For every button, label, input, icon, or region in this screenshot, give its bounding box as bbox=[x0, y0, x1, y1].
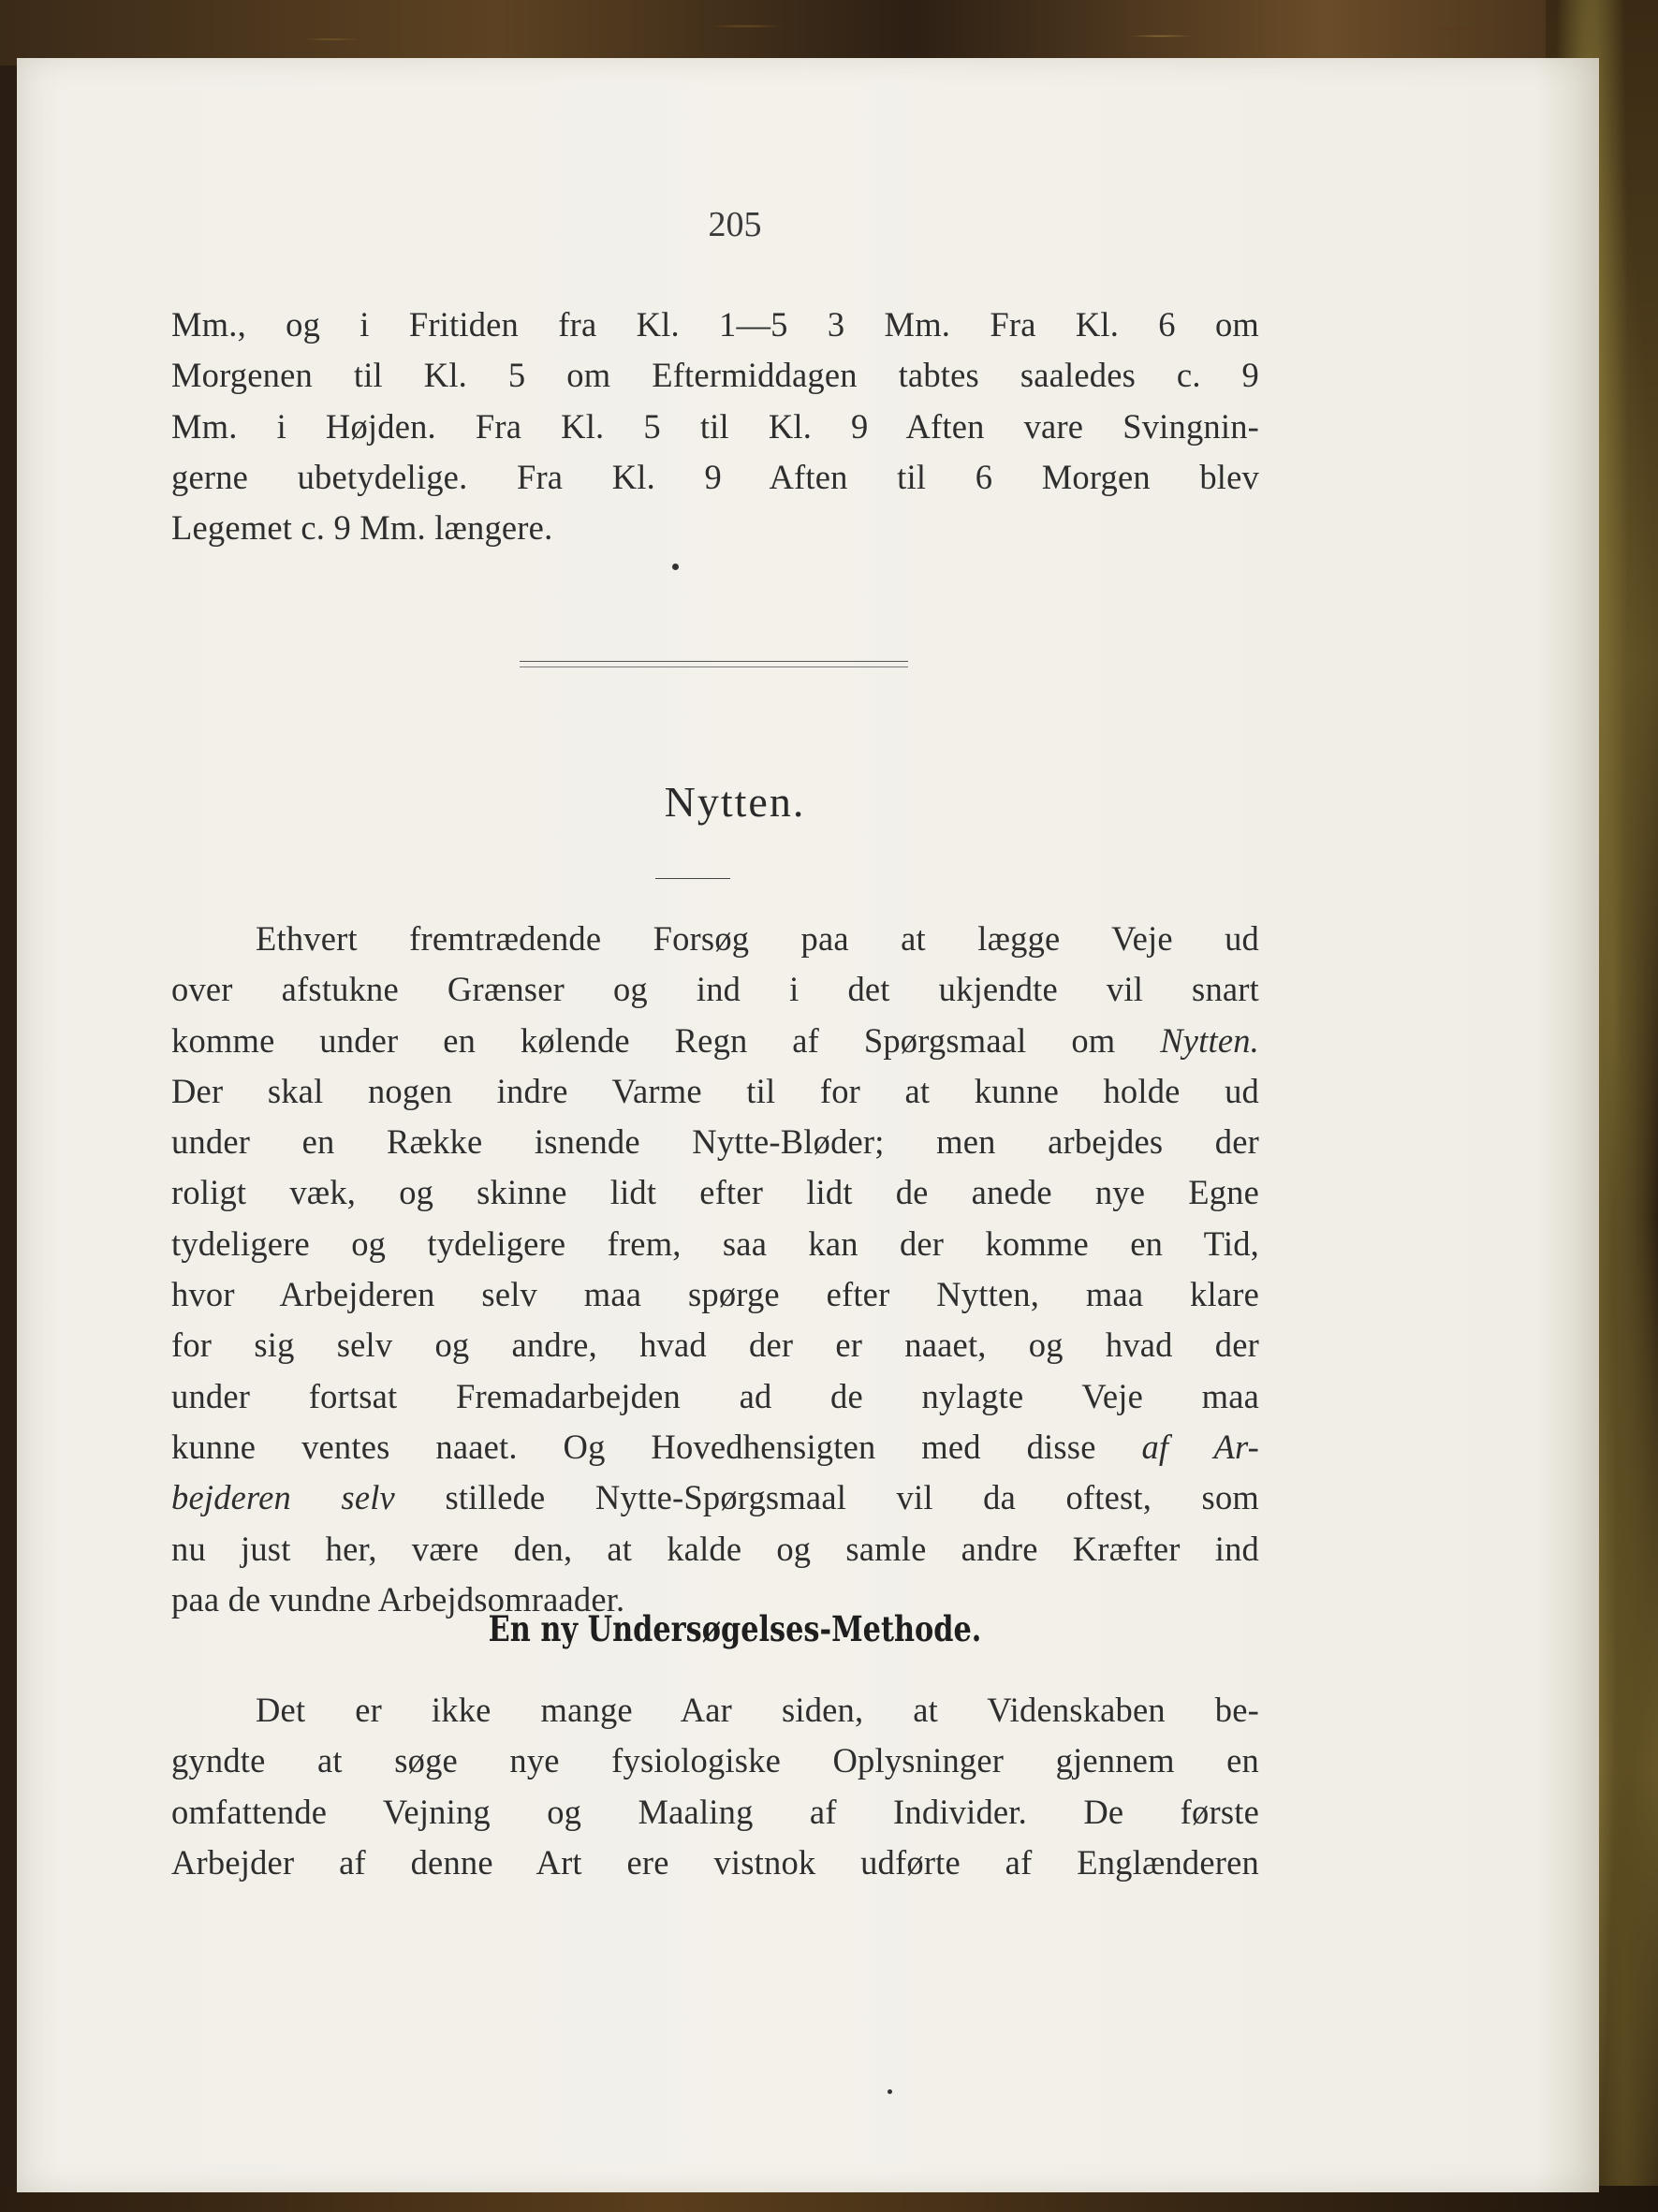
text-line: tydeligere og tydeligere frem, saa kan der komme en Tid, bbox=[171, 1223, 1259, 1263]
text-line: hvor Arbejderen selv maa spørge efter Nytten, maa klare bbox=[171, 1275, 1259, 1314]
text-segment: stillede Nytte-Spørgsmaal vil da oftest, som bbox=[394, 1478, 1259, 1517]
text-line: Ethvert fremtrædende Forsøg paa at lægge Veje ud bbox=[256, 919, 1259, 958]
text-line: omfattende Vejning og Maaling af Individer. De første bbox=[171, 1792, 1259, 1831]
text-line: gerne ubetydelige. Fra Kl. 9 Aften til 6 Morgen blev bbox=[171, 457, 1259, 496]
text-line: Det er ikke mange Aar siden, at Videnskaben be- bbox=[256, 1691, 1259, 1729]
section-title: Nytten. bbox=[664, 778, 806, 826]
text-line: nu just her, være den, at kalde og samle andre Kræfter ind bbox=[171, 1529, 1259, 1568]
text-line: under en Række isnende Nytte-Bløder; men arbejdes der bbox=[171, 1122, 1259, 1162]
text-line bbox=[171, 1016, 1259, 1066]
ink-speck bbox=[672, 564, 679, 570]
text-line: over afstukne Grænser og ind i det ukjendte vil snart bbox=[171, 970, 1259, 1009]
italic-term: Nytten. bbox=[1160, 1020, 1259, 1060]
text-line: for sig selv og andre, hvad der er naaet, og hvad der bbox=[171, 1326, 1259, 1365]
text-line: Morgenen til Kl. 5 om Eftermiddagen tabtes saaledes c. 9 bbox=[171, 356, 1259, 395]
text-line: paa de vundne Arbejdsomraader. bbox=[171, 1579, 625, 1619]
text-line: gyndte at søge nye fysiologiske Oplysninger gjennem en bbox=[171, 1741, 1259, 1780]
text-line: Der skal nogen indre Varme til for at kunne holde ud bbox=[171, 1071, 1259, 1110]
paragraph-continuation bbox=[171, 300, 1259, 553]
text-line bbox=[171, 1422, 1259, 1472]
text-line bbox=[171, 1472, 1259, 1523]
italic-term: bejderen selv bbox=[171, 1478, 395, 1517]
text-line: Arbejder af denne Art ere vistnok udførte af Englænderen bbox=[171, 1842, 1259, 1882]
section-divider-rule bbox=[520, 661, 908, 667]
text-line: Mm. i Højden. Fra Kl. 5 til Kl. 9 Aften vare Svingnin- bbox=[171, 406, 1259, 446]
text-line: Mm., og i Fritiden fra Kl. 1—5 3 Mm. Fra Kl. 6 om bbox=[171, 305, 1259, 344]
text-segment: komme under en kølende Regn af Spørgsmaal om bbox=[171, 1020, 1161, 1060]
title-underline-rule bbox=[655, 878, 730, 879]
book-cover-top-edge bbox=[0, 0, 1658, 66]
text-line: roligt væk, og skinne lidt efter lidt de anede nye Egne bbox=[171, 1173, 1259, 1212]
ink-speck bbox=[888, 2089, 892, 2094]
text-line: Legemet c. 9 Mm. længere. bbox=[171, 508, 553, 548]
paragraph-method bbox=[171, 1685, 1259, 1888]
subsection-title: En ny Undersøgelses-Methode. bbox=[488, 1608, 982, 1649]
text-line: under fortsat Fremadarbejden ad de nylagte Veje maa bbox=[171, 1376, 1259, 1415]
text-segment: kunne ventes naaet. Og Hovedhensigten med disse bbox=[171, 1427, 1142, 1466]
page-number: 205 bbox=[708, 205, 762, 244]
italic-term: af Ar- bbox=[1141, 1427, 1260, 1466]
paragraph-nytten bbox=[171, 914, 1259, 1625]
